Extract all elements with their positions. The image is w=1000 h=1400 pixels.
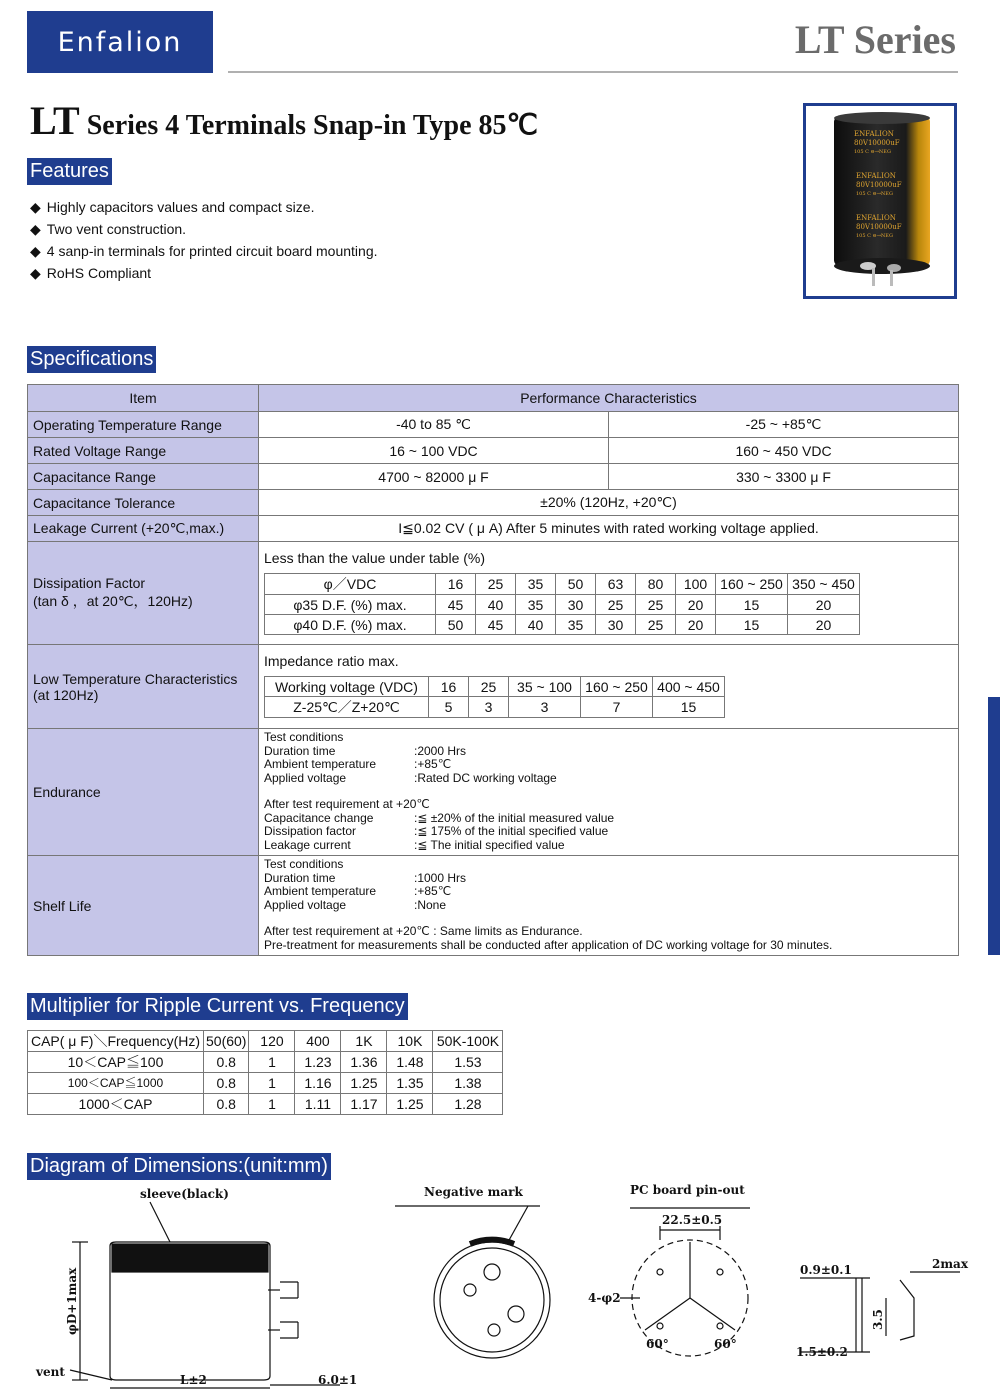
header-rule [228,71,958,73]
page-title-series: LT [30,98,80,143]
angle-right-label: 60° [714,1337,737,1351]
top-view-drawing [395,1206,550,1358]
lowtemp-caption: Impedance ratio max. [264,653,399,669]
lowtemp-header-row: Working voltage (VDC) 16 25 35 ~ 100 160 ~ 250 400 ~ 450 [265,677,725,697]
feature-item: ◆ Highly capacitors values and compact size. [30,199,315,215]
table-row-endurance: Endurance Test conditions Duration time :2000 Hrs Ambient temperature :+85℃ Applied voltage :Rated DC working voltage After test requirement at +20℃ Capacitance change :≦ ±20% of the initial measured value Dissipation factor :≦ 175% of the initial specified value Leakage current :≦ The initial specified value [28,729,959,856]
feature-item: ◆ Two vent construction. [30,221,187,237]
photo-print-rating-3: 80V10000uF [856,223,902,231]
dimension-diagram [0,1180,1000,1400]
specifications-heading: Specifications [27,346,156,373]
photo-print-brand-2: ENFALION [856,172,896,180]
diamond-bullet-icon: ◆ [30,243,41,259]
df-caption: Less than the value under table (%) [264,550,486,566]
table-row: Rated Voltage Range 16 ~ 100 VDC 160 ~ 450 VDC [28,438,959,464]
df-row: φ40 D.F. (%) max. 50 45 40 35 30 25 20 15 20 [265,615,860,635]
diameter-label: φD+1max [65,1267,79,1335]
photo-print-brand-1: ENFALION [854,130,894,138]
photo-print-temp-2: 105 C ⊖→NEG [856,191,893,197]
ripple-header-row: CAP( μ F)＼Frequency(Hz) 50(60) 120 400 1K 10K 50K-100K [28,1031,503,1052]
df-header-row: φ／VDC 16 25 35 50 63 80 100 160 ~ 250 350 ~ 450 [265,574,860,595]
pin-width-label: 0.9±0.1 [800,1263,852,1277]
header-item: Item [28,385,259,412]
holes-label: 4-φ2 [588,1291,621,1305]
length-label: L±2 [180,1373,207,1387]
table-row-lowtemp: Low Temperature Characteristics (at 120Hz) Impedance ratio max. Working voltage (VDC) 16 25 35 ~ 100 160 ~ 250 400 ~ 450 Z-25℃／Z+20℃ 5 3 3 7 15 [28,645,959,729]
ripple-table [27,1030,503,1115]
diamond-bullet-icon: ◆ [30,265,41,281]
features-heading: Features [27,158,112,185]
angle-left-label: 60° [646,1337,669,1351]
header-performance: Performance Characteristics [259,385,959,412]
pin-height-label: 3.5 [871,1309,885,1330]
pitch-label: 22.5±0.5 [662,1213,723,1227]
table-row-dissipation: Dissipation Factor (tan δ ，at 20℃，120Hz) Less than the value under table (%) φ／VDC 16 25 35 50 63 80 100 160 ~ 250 350 ~ 450 φ35 D.F. (%) max. 45 40 35 30 25 25 20 15 20 φ40 D.F. (%) max. 50 45 40 35 30 25 20 15 20 [28,542,959,645]
series-title: LT Series [794,17,956,62]
page-title [30,97,538,144]
df-row: φ35 D.F. (%) max. 45 40 35 30 25 25 20 15 20 [265,595,860,615]
feature-item: ◆ 4 sanp-in terminals for printed circuit board mounting. [30,243,378,259]
table-row-shelf-life: Shelf Life Test conditions Duration time :1000 Hrs Ambient temperature :+85℃ Applied voltage :None After test requirement at +20℃ : Same limits as Endurance. Pre-treatment for measurements shall be conducted after application of DC working voltage for 30 minutes. [28,856,959,956]
negative-mark-label: Negative mark [424,1185,523,1199]
pin-base-label: 1.5±0.2 [796,1345,848,1359]
photo-print-temp-1: 105 C ⊖→NEG [854,149,891,155]
specifications-table [27,384,959,956]
dimensions-heading: Diagram of Dimensions:(unit:mm) [27,1153,331,1180]
pin-length-label: 6.0±1 [318,1373,358,1387]
photo-print-rating-1: 80V10000uF [854,139,900,147]
ripple-row: 10＜CAP≦100 0.8 1 1.23 1.36 1.48 1.53 [28,1052,503,1073]
side-view-drawing [70,1202,340,1388]
ripple-heading: Multiplier for Ripple Current vs. Frequency [27,993,408,1020]
table-row: Capacitance Tolerance ±20% (120Hz, +20℃) [28,490,959,516]
photo-print-temp-3: 105 C ⊖→NEG [856,233,893,239]
vent-label: vent [36,1365,65,1379]
table-row: Capacitance Range 4700 ~ 82000 μ F 330 ~ 3300 μ F [28,464,959,490]
capacitor-image [806,106,954,296]
lowtemp-table [264,676,725,718]
df-table [264,573,860,635]
ripple-row: 100＜CAP≦1000 0.8 1 1.16 1.25 1.35 1.38 [28,1073,503,1094]
photo-print-rating-2: 80V10000uF [856,181,902,189]
sleeve-label: sleeve(black) [140,1187,229,1201]
table-header-row [28,385,959,412]
lowtemp-row: Z-25℃／Z+20℃ 5 3 3 7 15 [265,697,725,718]
pinout-title: PC board pin-out [630,1183,745,1197]
photo-print-brand-3: ENFALION [856,214,896,222]
page-title-rest: Series 4 Terminals Snap-in Type 85℃ [79,110,538,141]
diamond-bullet-icon: ◆ [30,199,41,215]
table-row: Operating Temperature Range -40 to 85 ℃ -25 ~ +85℃ [28,412,959,438]
pin-max-label: 2max [932,1257,968,1271]
product-photo [803,103,957,299]
pinout-drawing [620,1208,750,1356]
table-row: Leakage Current (+20℃,max.) I≦0.02 CV ( μ A) After 5 minutes with rated working voltage applied. [28,516,959,542]
feature-item: ◆ RoHS Compliant [30,265,152,281]
diamond-bullet-icon: ◆ [30,221,41,237]
side-tab [988,697,1000,955]
features-list [30,196,378,284]
brand-logo: Enfalion [27,11,213,73]
ripple-row: 1000＜CAP 0.8 1 1.11 1.17 1.25 1.28 [28,1093,503,1114]
